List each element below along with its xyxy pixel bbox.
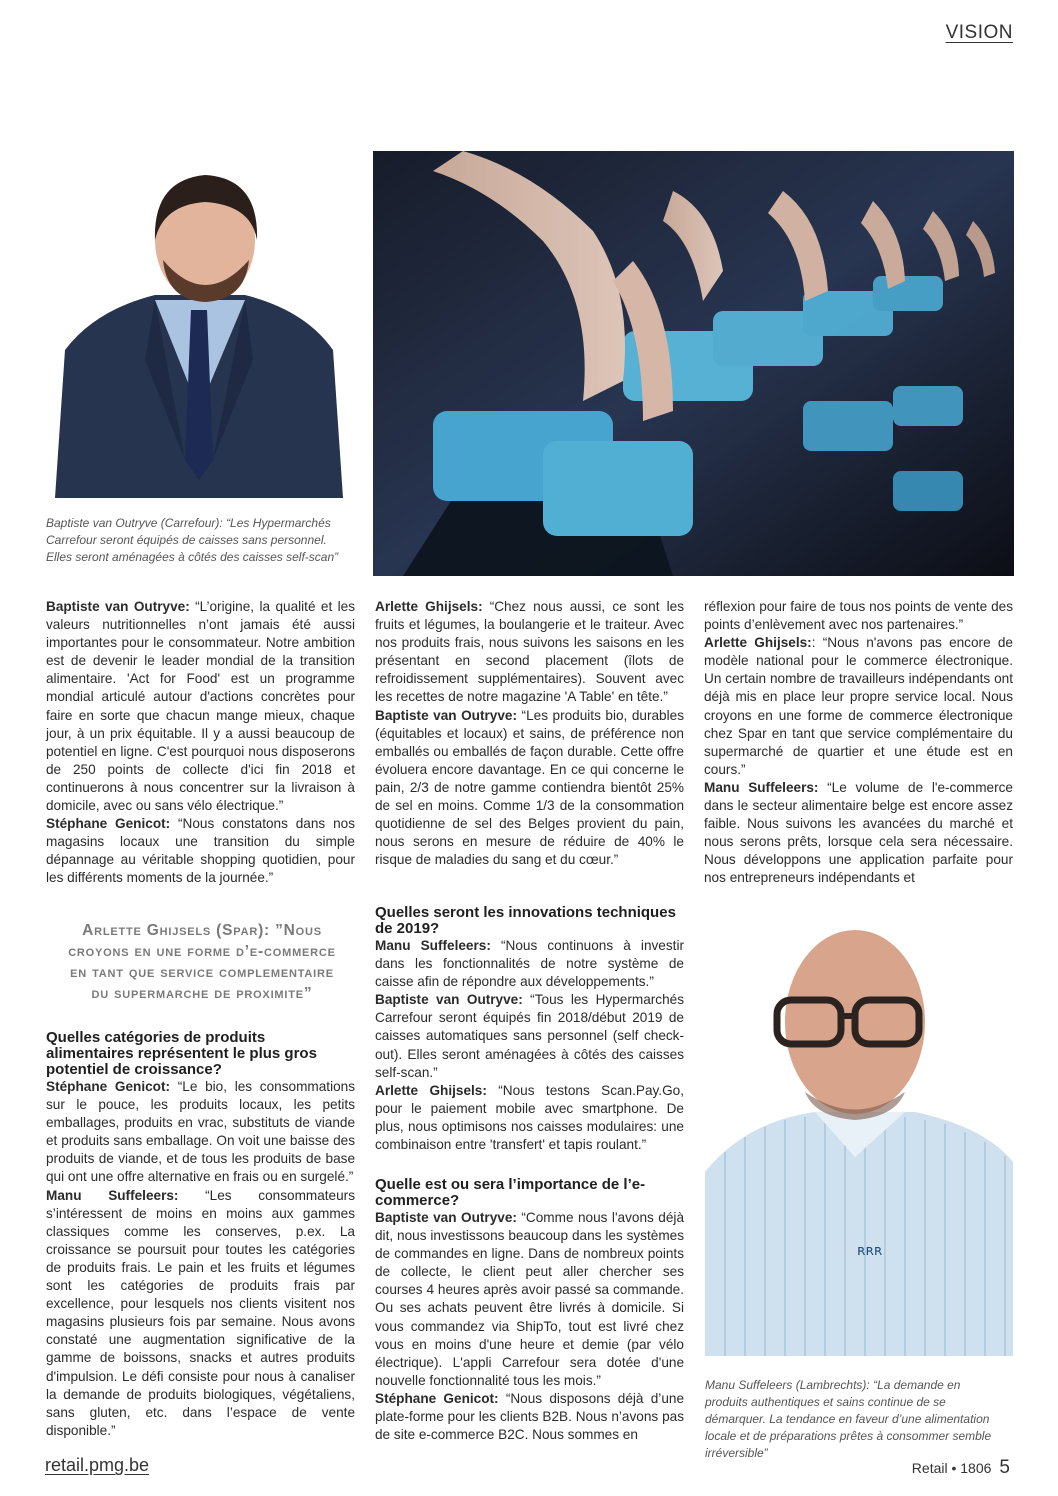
paragraph-text: “Le volume de l'e-commerce dans le secteur alimentaire belge est encore assez faible. Nous suivons les avancées du marché et nous serons prêts, lorsque cela sera nécessaire. Nous développons une application parfaite pour nos entrepreneurs indépendants et	[704, 779, 1013, 886]
paragraph	[46, 815, 355, 887]
footer-issue: Retail • 1806	[911, 1460, 992, 1476]
speaker-name: Baptiste van Outryve:	[375, 1210, 517, 1225]
pull-quote: Arlette Ghijsels (Spar): ”Nous croyons en une forme d’e-commerce en tant que service complementaire du supermarche de proximite”	[68, 922, 336, 1002]
paragraph	[704, 779, 1013, 888]
paragraph	[375, 1209, 684, 1390]
paragraph-text: “Chez nous aussi, ce sont les fruits et légumes, la boulangerie et le traiteur. Avec nos produits frais, nous suivons les saisons en les présentant en second placement (îlots de refroidissement supplémentaires). Souvent avec les recettes de notre magazine 'A Table' en tête.”	[375, 599, 684, 705]
page-number: 5	[999, 1457, 1010, 1478]
speaker-name: Manu Suffeleers:	[46, 1187, 179, 1203]
section-tag: VISION	[945, 22, 1013, 43]
paragraph-text: “Nous constatons dans nos magasins locaux une transition du simple dépannage au véritable shopping quotidien, pour les différents moments de la journée.”	[46, 816, 355, 886]
paragraph	[375, 937, 684, 991]
column-2-bottom	[375, 1177, 684, 1444]
paragraph-text: “Le bio, les consommations sur le pouce, les produits locaux, les petits emballages, produits en vrac, substituts de viande et produits sans emballage. On voit une baisse des produits de viande, et de tous les produits de base qui ont une offre alternative en frais ou en surgelé.”	[46, 1079, 356, 1185]
speaker-name: Baptiste van Outryve:	[375, 707, 518, 723]
paragraph-text: “Les consommateurs s’intéressent de moins en moins aux gammes classiques comme les conserves, p.ex. La croissance se poursuit pour toutes les catégories de produits frais. Le pain et les fruits et légumes sont les catégories de produits frais par excellence, pour lesquels nos clients visitent nos magasins plusieurs fois par semaine. Nous avons constaté une augmentation significative de la gamme de boissons, snacks et autres produits d'impulsion. Le défi consiste pour nous à canaliser la demande de produits biologiques, végétaliens, sans gluten, etc. dans l’espace de vente disponible.”	[46, 1187, 355, 1438]
question-heading: Quelles catégories de produits alimentaires représentent le plus gros potentiel de croissance?	[46, 1029, 317, 1078]
speaker-name: Arlette Ghijsels:	[375, 599, 483, 614]
self-checkout-scanners-photo	[373, 151, 1014, 576]
svg-text:ʀʀʀ: ʀʀʀ	[857, 1243, 883, 1259]
paragraph	[375, 1082, 684, 1154]
paragraph-text: réflexion pour faire de tous nos points de vente des points d’enlèvement avec nos partenaires.”	[704, 599, 1013, 633]
speaker-name: Stéphane Genicot:	[375, 1390, 499, 1406]
paragraph	[704, 598, 1013, 634]
caption-portrait-baptiste: Baptiste van Outryve (Carrefour): “Les Hypermarchés Carrefour seront équipés de caisses sans personnel. Elles seront aménagées à côtés des caisses self-scan”	[46, 516, 339, 564]
paragraph-text: “Tous les Hypermarchés Carrefour seront équipés fin 2018/début 2019 de caisses automatiques sans personnel (self check-out). Elles seront aménagées à côtés des caisses self-scan.”	[375, 992, 684, 1080]
question-heading: Quelles seront les innovations techniques de 2019?	[375, 904, 676, 937]
speaker-name: Stéphane Genicot:	[46, 1079, 171, 1094]
paragraph	[375, 991, 684, 1081]
speaker-name: Arlette Ghijsels:	[704, 635, 812, 651]
question-heading: Quelle est ou sera l’importance de l’e-commerce?	[375, 1176, 646, 1209]
column-1	[46, 598, 355, 888]
speaker-name: Arlette Ghijsels:	[375, 1082, 487, 1098]
footer-site-link[interactable]: retail.pmg.be	[45, 1455, 150, 1475]
paragraph	[704, 634, 1013, 779]
footer-page-info	[912, 1457, 1010, 1479]
paragraph-text: “Comme nous l'avons déjà dit, nous investissons beaucoup dans les systèmes de commandes en ligne. Dans de nombreux points de collecte, le client peut aller chercher ses courses 4 heures après avoir passé sa commande. Ou ses achats peuvent être livrés à domicile. Si vous commandez via ShipTo, tout est livré chez vous en moins d'une heure et demie (par vélo électrique). L'appli Carrefour sera dotée d'une nouvelle fonctionnalité tous les mois.”	[375, 1210, 685, 1388]
paragraph-text: : “Nous n'avons pas encore de modèle national pour le commerce électronique. Un certain nombre de travailleurs indépendants ont déjà mis en place leur propre service local. Nous croyons en une forme de commerce électronique chez Spar en tant que service complémentaire du supermarché de quartier et une étude est en cours.”	[704, 635, 1013, 777]
column-2	[375, 598, 684, 869]
speaker-name: Stéphane Genicot:	[46, 816, 171, 832]
speaker-name: Manu Suffeleers:	[704, 779, 819, 795]
paragraph	[46, 1187, 355, 1440]
paragraph	[375, 707, 684, 870]
paragraph	[46, 1078, 355, 1187]
paragraph-text: “Les produits bio, durables (équitables et locaux) et sains, de préférence non emballés ou emballés de façon durable. Cette offre évoluera encore davantage. En ce qui concerne le pain, 2/3 de notre gamme contiendra bientôt 25% de sel en moins. Comme 1/3 de la consommation quotidienne de sel des Belges provient du pain, nous serons en mesure de réduire de 40% le risque de maladies du sang et du cœur.”	[375, 707, 684, 868]
portrait-baptiste-photo	[55, 160, 343, 498]
column-1-lower	[46, 1030, 355, 1440]
paragraph-text: “Nous continuons à investir dans les fonctionnalités de notre système de caisse afin de répondre aux développements.”	[375, 938, 684, 990]
speaker-name: Baptiste van Outryve:	[46, 599, 190, 614]
paragraph-text: “Nous testons Scan.Pay.Go, pour le paiement mobile avec smartphone. De plus, nous optimisons nos caisses modulaires: une combinaison entre 'transfert' et tapis roulant.”	[375, 1082, 684, 1153]
speaker-name: Manu Suffeleers:	[375, 938, 491, 953]
paragraph-text: “L’origine, la qualité et les valeurs nutritionnelles n’ont jamais été aussi importantes pour le consommateur. Notre ambition est de devenir le leader mondial de la transition alimentaire. 'Act for Food' est un programme mondial articulé autour d'actions concrètes pour faire en sorte que chacun mange mieux, chaque jour, à un prix équitable. Il y a aussi beaucoup de potentiel en ligne. C'est pourquoi nous disposerons de 250 points de collecte d'ici fin 2018 et continuerons à nous concentrer sur la livraison à domicile, avec ou sans vélo électrique.”	[46, 599, 355, 814]
caption-portrait-manu: Manu Suffeleers (Lambrechts): “La demande en produits authentiques et sains continue de se démarquer. La tendance en faveur d’une alimentation locale et de préparations prêtes à consommer semble irréversible”	[705, 1378, 992, 1460]
column-3	[704, 598, 1013, 888]
speaker-name: Baptiste van Outryve:	[375, 992, 523, 1008]
portrait-manu-photo	[705, 912, 1013, 1356]
paragraph	[375, 1390, 684, 1444]
paragraph	[46, 598, 355, 815]
column-2-lower	[375, 905, 684, 1154]
paragraph-text: “Nous disposons déjà d’une plate-forme pour les clients B2B. Nous n’avons pas de site e-commerce B2C. Nous sommes en	[375, 1390, 685, 1443]
paragraph	[375, 598, 684, 707]
